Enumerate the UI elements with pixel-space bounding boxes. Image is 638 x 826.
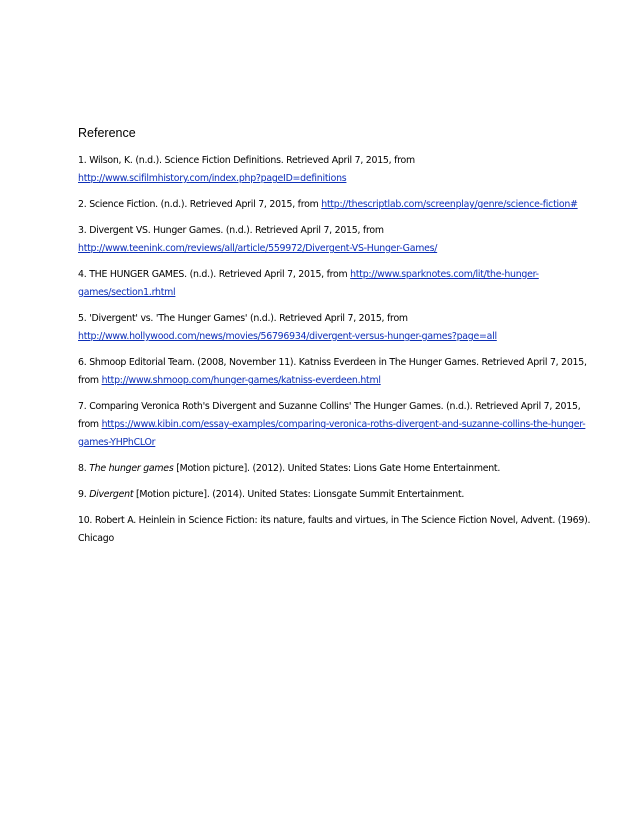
reference-text: [Motion picture]. (2014). United States: Lionsgate Summit Entertainment. xyxy=(136,489,465,500)
reference-text: Comparing Veronica Roth's Divergent and Suzanne Collins' The Hunger Games. (n.d.). Retrieved April 7, 2015, from xyxy=(78,401,581,430)
reference-title: The hunger games xyxy=(89,463,174,474)
reference-item-8 xyxy=(78,460,598,478)
reference-list xyxy=(78,152,598,556)
reference-text: Robert A. Heinlein in Science Fiction: its nature, faults and virtues, in The Science Fiction Novel, Advent. (1969). Chicago xyxy=(78,515,591,544)
reference-number: 9. xyxy=(78,489,87,500)
reference-link[interactable]: http://www.sparknotes.com/lit/the-hunger-games/section1.rhtml xyxy=(78,269,539,298)
reference-number: 8. xyxy=(78,463,87,474)
reference-heading: Reference xyxy=(78,126,136,140)
reference-text: Divergent VS. Hunger Games. (n.d.). Retrieved April 7, 2015, from xyxy=(89,225,384,236)
reference-number: 7. xyxy=(78,401,87,412)
reference-text: Science Fiction. (n.d.). Retrieved April 7, 2015, from xyxy=(89,199,319,210)
reference-number: 6. xyxy=(78,357,87,368)
reference-item-1 xyxy=(78,152,598,188)
reference-link[interactable]: http://www.scifilmhistory.com/index.php?pageID=definitions xyxy=(78,173,347,184)
reference-item-10 xyxy=(78,512,598,548)
reference-number: 2. xyxy=(78,199,87,210)
reference-link[interactable]: http://www.teenink.com/reviews/all/article/559972/Divergent-VS-Hunger-Games/ xyxy=(78,243,438,254)
reference-link[interactable]: http://thescriptlab.com/screenplay/genre/science-fiction# xyxy=(321,199,578,210)
reference-item-6 xyxy=(78,354,598,390)
reference-number: 4. xyxy=(78,269,87,280)
reference-item-7 xyxy=(78,398,598,452)
reference-item-4 xyxy=(78,266,598,302)
reference-item-3 xyxy=(78,222,598,258)
reference-text: [Motion picture]. (2012). United States: Lions Gate Home Entertainment. xyxy=(176,463,501,474)
reference-item-5 xyxy=(78,310,598,346)
reference-title: Divergent xyxy=(89,489,134,500)
reference-text: 'Divergent' vs. 'The Hunger Games' (n.d.). Retrieved April 7, 2015, from xyxy=(89,313,408,324)
reference-item-2 xyxy=(78,196,598,214)
reference-number: 10. xyxy=(78,515,93,526)
reference-text: Wilson, K. (n.d.). Science Fiction Definitions. Retrieved April 7, 2015, from xyxy=(89,155,415,166)
reference-text: Shmoop Editorial Team. (2008, November 11). Katniss Everdeen in The Hunger Games. Retrieved April 7, 2015, from xyxy=(78,357,587,386)
reference-number: 3. xyxy=(78,225,87,236)
reference-text: THE HUNGER GAMES. (n.d.). Retrieved April 7, 2015, from xyxy=(89,269,348,280)
reference-number: 5. xyxy=(78,313,87,324)
reference-item-9 xyxy=(78,486,598,504)
reference-link[interactable]: https://www.kibin.com/essay-examples/comparing-veronica-roths-divergent-and-suzanne-collins-the-hunger-games-YHPhCLOr xyxy=(78,419,586,448)
reference-link[interactable]: http://www.shmoop.com/hunger-games/katniss-everdeen.html xyxy=(101,375,381,386)
reference-link[interactable]: http://www.hollywood.com/news/movies/56796934/divergent-versus-hunger-games?page=all xyxy=(78,331,497,342)
reference-number: 1. xyxy=(78,155,87,166)
